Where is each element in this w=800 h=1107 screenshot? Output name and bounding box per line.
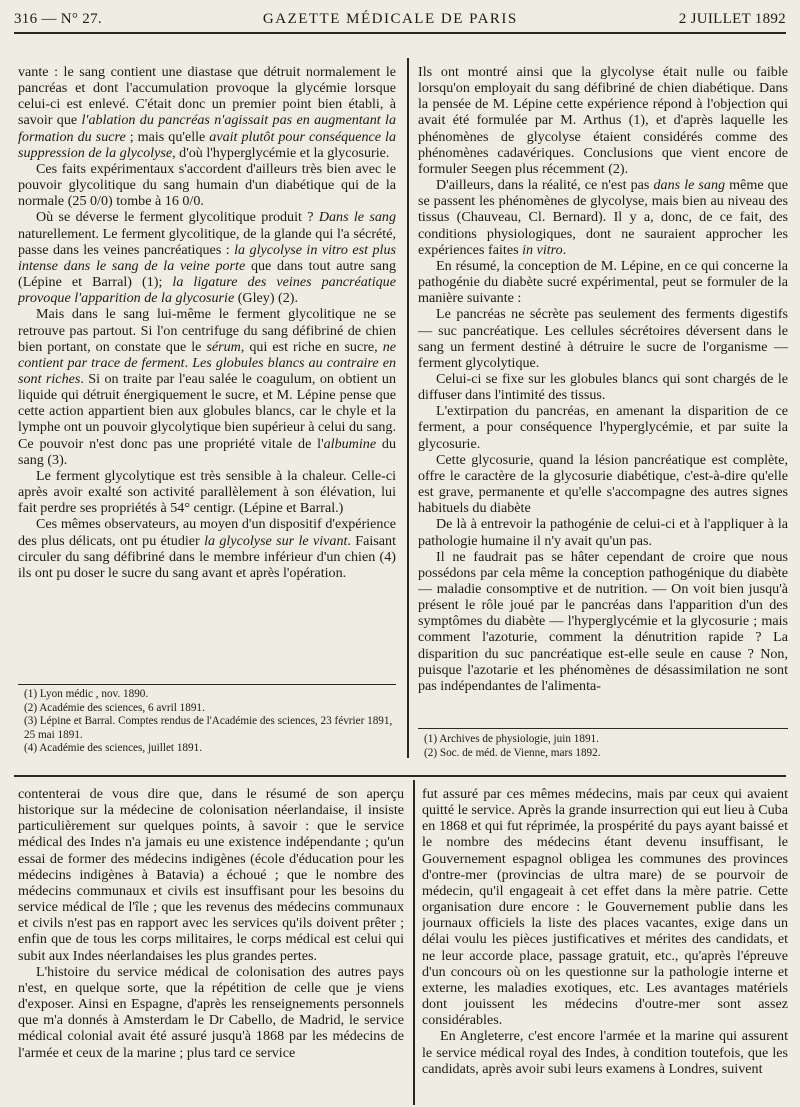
text-run: Ces faits expérimentaux s'accordent d'ailleurs très bien avec le pouvoir glycolitique du sang humain d'un diabétique qui de la normale (25 0/0) tombe à 16 0/0.: [18, 160, 396, 210]
text-run: Mais dans le sang lui-même le ferment glycolitique ne se retrouve pas partout. Si l'on centrifuge du sang défibriné de chien bien portant, on constate que le: [18, 306, 396, 355]
italic-run: la glycolyse in vitro est plus intense dans le sang de la veine porte: [18, 241, 396, 274]
text-run: De là à entrevoir la pathogénie de celui-ci et à l'appliquer à la pathologie humaine il n'y avait qu'un pas.: [418, 516, 788, 549]
lower-column-separator: [413, 780, 415, 1105]
italic-run: Dans le sang: [318, 209, 396, 226]
paragraph: [422, 1028, 788, 1076]
upper-left-footnote-rule: [18, 684, 396, 685]
text-run: .: [562, 241, 567, 258]
upper-column-separator: [407, 58, 409, 758]
upper-right-footnote-rule: [418, 728, 788, 729]
page-number: 316 — N° 27.: [14, 10, 102, 27]
text-run: Ces mêmes observateurs, au moyen d'un dispositif d'expérience des plus délicats, ont pu étudier: [18, 516, 396, 549]
text-run: .: [184, 354, 193, 371]
lower-right-column: [422, 786, 788, 1104]
paragraph: [418, 516, 788, 548]
paragraph: [18, 306, 396, 468]
text-run: En résumé, la conception de M. Lépine, en ce qui concerne la pathogénie du diabète sucré expérimental, peut se formuler de la manière suivante :: [418, 257, 788, 307]
text-run: Où se déverse le ferment glycolitique produit ?: [36, 209, 319, 226]
text-run: Cette glycosurie, quand la lésion pancréatique est complète, offre le caractère de la glycosurie diabétique, c'est-à-dire qu'elle est grave, permanente et qu'elle s'accompagne des autres signes habituels du diabète: [418, 451, 788, 517]
text-run: que dans tout autre sang (Lépine et Barral) (1);: [18, 257, 396, 291]
footnote: (2) Académie des sciences, 6 avril 1891.: [24, 701, 205, 714]
text-run: même que se passent les phénomènes de glycolyse, mais bien au niveau des tissus (Chauveau, Cl. Bernard). Il y a, donc, de ce fait, des conditions physiologiques, dont ne sauraient approcher les expériences faites: [418, 177, 788, 258]
text-run: Ils ont montré ainsi que la glycolyse était nulle ou faible lorsqu'on employait du sang défibriné de chien diabétique. Dans la pensée de M. Lépine cette expérience répond à l'objection qui avait été formulée par M. Arthus (1), et d'après laquelle les phénomènes de glycolyse étaient considérés comme des phénomènes cadavériques. Conclusions que vient encore de formuler Seegen plus récemment (2).: [418, 64, 788, 177]
italic-run: Les globules blancs au contraire en sont riches: [18, 354, 396, 387]
text-run: , d'où l'hyperglycémie et la glycosurie.: [172, 144, 390, 161]
text-run: . Si on traite par l'eau salée le coagulum, on obtient un liquide qui détruit énergiquement le sucre, et M. Lépine pense que cette action appartient bien aux globules blancs, car le chyle et la lymphe ont un pouvoir glycolytique bien supérieur à celui du sang. Ce pouvoir n'est donc pas une propriété vitale de l': [18, 370, 396, 452]
paragraph: [418, 452, 788, 517]
italic-run: l'ablation du pancréas n'agissait pas en augmentant la formation du sucre: [18, 112, 396, 145]
paragraph: [418, 177, 788, 258]
paragraph: [418, 371, 788, 403]
text-run: L'histoire du service médical de colonisation des autres pays n'est, en quelque sorte, que la répétition de celle que je viens d'exposer. Ainsi en Espagne, d'après les renseignements personnels que m'a donnés à Amsterdam le Dr Cabello, de Madrid, le service médical colonial avait été assuré jusqu'à 1868 par les médecins de l'armée et ceux de la marine ; plus tard ce service: [18, 963, 404, 1061]
text-run: ; mais qu'elle: [125, 128, 210, 145]
upper-right-footnotes: [418, 733, 788, 763]
section-divider: [14, 775, 786, 777]
italic-run: la ligature des veines pancréatique provoque l'apparition de la glycosurie: [18, 274, 396, 307]
footnote: (3) Lépine et Barral. Comptes rendus de l'Académie des sciences, 23 février 1891, 25 mai 1891.: [24, 715, 393, 741]
text-run: , qui est riche en sucre,: [240, 338, 383, 355]
page-header: [14, 6, 786, 34]
lower-left-column: [18, 786, 404, 1104]
text-run: Le ferment glycolytique est très sensible à la chaleur. Celle-ci après avoir exalté son activité parallèlement à son élévation, lui fait perdre ses propriétés à 54° centigr. (Lépine et Barral.): [18, 467, 396, 517]
text-run: vante : le sang contient une diastase que détruit normalement le pancréas et dont l'accumulation provoque la glycémie lorsque celui-ci est enlevé. C'était donc un premier point bien établi, à savoir que: [18, 64, 396, 129]
upper-right-column: [418, 64, 788, 726]
italic-run: sérum: [206, 338, 241, 355]
footnote: (1) Archives de physiologie, juin 1891.: [424, 733, 599, 745]
upper-left-column: [18, 64, 396, 680]
text-run: Il ne faudrait pas se hâter cependant de croire que nous possédons par cela même la conception pathogénique du diabète — maladie consomptive et de nutrition. — On voit bien jusqu'à présent le rôle joué par le pancréas dans l'apparition d'un des symptômes du diabète — l'hyperglycémie et la glycosurie ; mais comment l'azoturie, comment la dénutrition rapide ? La disparition du suc pancréatique est-elle seule en cause ? Non, puisque l'azotarie et les phénomènes de désassimilation ne sont pas indépendantes de l'alimenta-: [418, 548, 788, 694]
footnote: (2) Soc. de méd. de Vienne, mars 1892.: [424, 746, 601, 759]
paragraph: [418, 403, 788, 451]
text-run: contenterai de vous dire que, dans le résumé de son aperçu historique sur la médecine de colonisation néerlandaise, il insiste particulièrement sur quelques points, à savoir : que le service médical des Indes n'a jamais eu une existence indépendante ; qu'un essai de former des médecins indigènes (école d'éducation pour les médecins indigènes à Batavia) a échoué ; que le nombre des médecins communaux et civils est insuffisant pour les besoins du service médical de l'île ; que les revenus des médecins communaux et civils n'est pas en rapport avec les services qu'ils doivent prêter ; enfin que de tous les corps militaires, le corps médical est celui qui subit aux Indes néerlandaises les plus grandes pertes.: [18, 786, 404, 964]
paragraph: [18, 468, 396, 516]
text-run: fut assuré par ces mêmes médecins, mais par ceux qui avaient quitté le service. Après la grande insurrection qui eut lieu à Cuba en 1868 et qui fut réprimée, la prospérité du pays ayant baissé et le nombre des médecins étant devenu insuffisant, le Gouvernement espagnol obligea les communes des provinces d'ontre-mer (provincias de ultra mare) de se pourvoir de médecin, qu'il engageait à cet effet dans la mère patrie. Cette organisation dure encore : le Gouvernement publie dans les journaux officiels la liste des places vacantes, exige dans un délai voulu les pièces justificatives et mérites des candidats, et ne leur accorde place, passage gratuit, etc., qu'après l'épreuve d'un concours où on les questionne sur la pathologie interne et externe, les maladies exotiques, etc. Les avantages matériels dont jouissent les médecins d'outre-mer sont assez considérables.: [422, 786, 788, 1029]
text-run: (Gley) (2).: [234, 290, 299, 307]
text-run: du sang (3).: [18, 435, 396, 468]
italic-run: in vitro: [522, 241, 563, 258]
paragraph: [18, 64, 396, 161]
text-run: D'ailleurs, dans la réalité, ce n'est pas: [436, 177, 654, 194]
journal-title: GAZETTE MÉDICALE DE PARIS: [262, 10, 518, 27]
italic-run: la glycolyse sur le vivant: [204, 532, 348, 549]
footnote: (1) Lyon médic , nov. 1890.: [24, 688, 149, 700]
italic-run: avait plutôt pour conséquence la suppression de la glycolyse: [18, 128, 396, 161]
paragraph: [18, 209, 396, 306]
italic-run: ne contient par trace de ferment: [18, 338, 396, 371]
issue-date: 2 JUILLET 1892: [678, 10, 786, 27]
text-run: L'extirpation du pancréas, en amenant la disparition de ce ferment, a pour conséquence l'hyperglycémie, et par suite la glycosurie.: [418, 403, 788, 452]
paragraph: [418, 549, 788, 694]
paragraph: [418, 258, 788, 306]
paragraph: [18, 516, 396, 581]
paragraph: [18, 964, 404, 1061]
paragraph: [18, 161, 396, 209]
upper-left-footnotes: [18, 688, 396, 758]
text-run: naturellement. Le ferment glycolitique, de la glande qui l'a sécrété, passe dans les veines pancréatiques :: [18, 225, 396, 258]
italic-run: albumine: [323, 435, 377, 452]
footnote: (4) Académie des sciences, juillet 1891.: [24, 742, 203, 755]
paragraph: [418, 306, 788, 371]
text-run: . Faisant circuler du sang défibriné dans le membre inférieur d'un chien (4) ils ont pu doser le sucre du sang avant et après l'opération.: [18, 532, 396, 581]
italic-run: dans le sang: [653, 177, 726, 194]
paragraph: [18, 786, 404, 964]
text-run: Celui-ci se fixe sur les globules blancs qui sont chargés de le diffuser dans l'intimité des tissus.: [418, 370, 788, 404]
text-run: En Angleterre, c'est encore l'armée et la marine qui assurent le service médical royal des Indes, à condition toutefois, que les candidats, après avoir subi leurs examens à Londres, suivent: [422, 1028, 788, 1077]
text-run: Le pancréas ne sécrète pas seulement des ferments digestifs — suc pancréatique. Les cellules sécrétoires déversent dans le sang un ferment destiné à détruire le sucre de l'organisme — ferment glycolytique.: [418, 306, 788, 371]
paragraph: [418, 64, 788, 177]
paragraph: [422, 786, 788, 1028]
